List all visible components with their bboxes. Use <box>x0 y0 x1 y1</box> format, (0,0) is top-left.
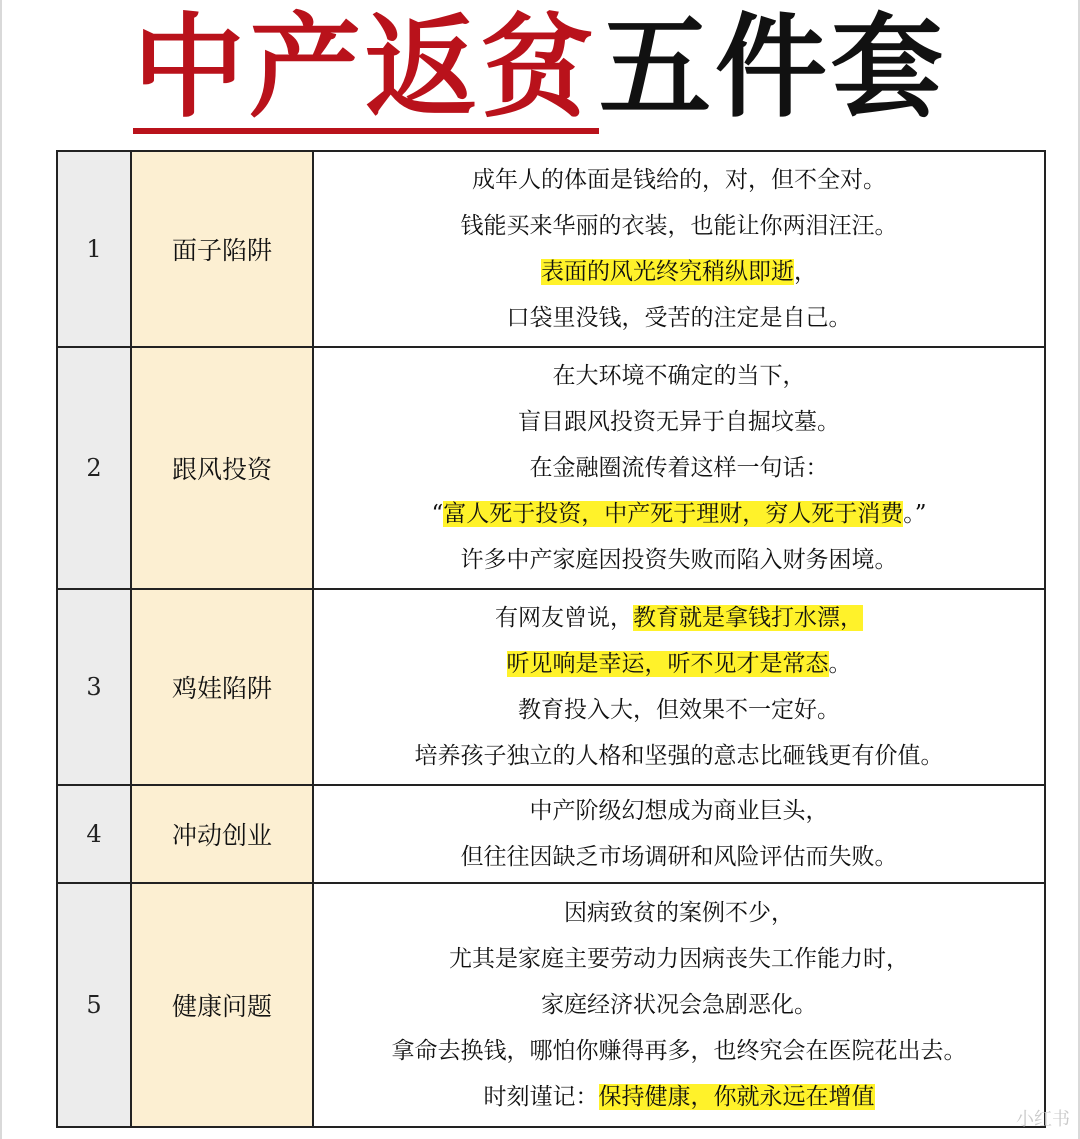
line-text: 教育投入大，但效果不一定好。 <box>518 697 840 723</box>
line-suffix: 。” <box>903 501 927 527</box>
highlighted-text: 听见响是幸运，听不见才是常态 <box>506 651 829 677</box>
row-description <box>313 883 1045 1127</box>
table-row <box>57 347 1045 589</box>
description-line <box>314 1074 1044 1120</box>
description-line <box>314 890 1044 936</box>
page-title <box>0 0 1080 140</box>
description-line <box>314 982 1044 1028</box>
row-number: 5 <box>57 883 131 1127</box>
line-text: 中产阶级幻想成为商业巨头， <box>529 798 829 824</box>
highlighted-text: 保持健康，你就永远在增值 <box>598 1084 875 1110</box>
row-number: 1 <box>57 151 131 347</box>
row-description <box>313 347 1045 589</box>
content-table <box>56 150 1046 1128</box>
line-suffix: 。 <box>828 651 852 677</box>
row-category: 跟风投资 <box>131 347 313 589</box>
table-row <box>57 589 1045 785</box>
watermark: 小红书 <box>1016 1109 1070 1130</box>
description-line <box>314 595 1044 641</box>
description-line <box>314 936 1044 982</box>
line-text: 钱能买来华丽的衣装，也能让你两泪汪汪。 <box>460 213 898 239</box>
row-description <box>313 589 1045 785</box>
row-category: 鸡娃陷阱 <box>131 589 313 785</box>
description-line <box>314 353 1044 399</box>
line-text: 但往往因缺乏市场调研和风险评估而失败。 <box>460 844 898 870</box>
row-number: 4 <box>57 785 131 883</box>
line-suffix: ， <box>794 259 817 285</box>
description-line <box>314 1028 1044 1074</box>
description-line <box>314 733 1044 779</box>
line-text: 拿命去换钱，哪怕你赚得再多，也终究会在医院花出去。 <box>391 1038 967 1064</box>
description-line <box>314 687 1044 733</box>
left-border <box>0 0 2 1139</box>
line-prefix: 时刻谨记： <box>483 1084 599 1110</box>
row-description <box>313 785 1045 883</box>
table-row <box>57 785 1045 883</box>
row-category: 面子陷阱 <box>131 151 313 347</box>
description-line <box>314 249 1044 295</box>
line-text: 成年人的体面是钱给的，对，但不全对。 <box>472 167 886 193</box>
line-prefix: 有网友曾说， <box>495 605 633 631</box>
table-row <box>57 883 1045 1127</box>
title-red-part: 中产返贫 <box>133 2 597 133</box>
line-text: 培养孩子独立的人格和坚强的意志比砸钱更有价值。 <box>414 743 944 769</box>
description-line <box>314 641 1044 687</box>
line-text: 盲目跟风投资无异于自掘坟墓。 <box>518 409 840 435</box>
description-line <box>314 445 1044 491</box>
line-text: 因病致贫的案例不少， <box>564 900 794 926</box>
row-number: 3 <box>57 589 131 785</box>
description-line <box>314 834 1044 880</box>
row-description <box>313 151 1045 347</box>
line-text: 口袋里没钱，受苦的注定是自己。 <box>506 305 852 331</box>
line-text: 许多中产家庭因投资失败而陷入财务困境。 <box>460 547 898 573</box>
line-text: 在金融圈流传着这样一句话： <box>529 455 829 481</box>
row-number: 2 <box>57 347 131 589</box>
description-line <box>314 203 1044 249</box>
description-line <box>314 399 1044 445</box>
description-line <box>314 537 1044 583</box>
row-category: 冲动创业 <box>131 785 313 883</box>
description-line <box>314 491 1044 537</box>
title-black-part: 五件套 <box>599 2 947 133</box>
description-line <box>314 788 1044 834</box>
highlighted-text: 表面的风光终究稍纵即逝 <box>541 259 794 285</box>
row-category: 健康问题 <box>131 883 313 1127</box>
line-prefix: “ <box>431 501 444 527</box>
description-line <box>314 157 1044 203</box>
highlighted-text: 富人死于投资，中产死于理财，穷人死于消费 <box>443 501 904 527</box>
line-text: 家庭经济状况会急剧恶化。 <box>541 992 817 1018</box>
line-text: 在大环境不确定的当下， <box>552 363 806 389</box>
highlighted-text: 教育就是拿钱打水漂， <box>633 605 863 631</box>
line-text: 尤其是家庭主要劳动力因病丧失工作能力时， <box>449 946 909 972</box>
description-line <box>314 295 1044 341</box>
table-row <box>57 151 1045 347</box>
